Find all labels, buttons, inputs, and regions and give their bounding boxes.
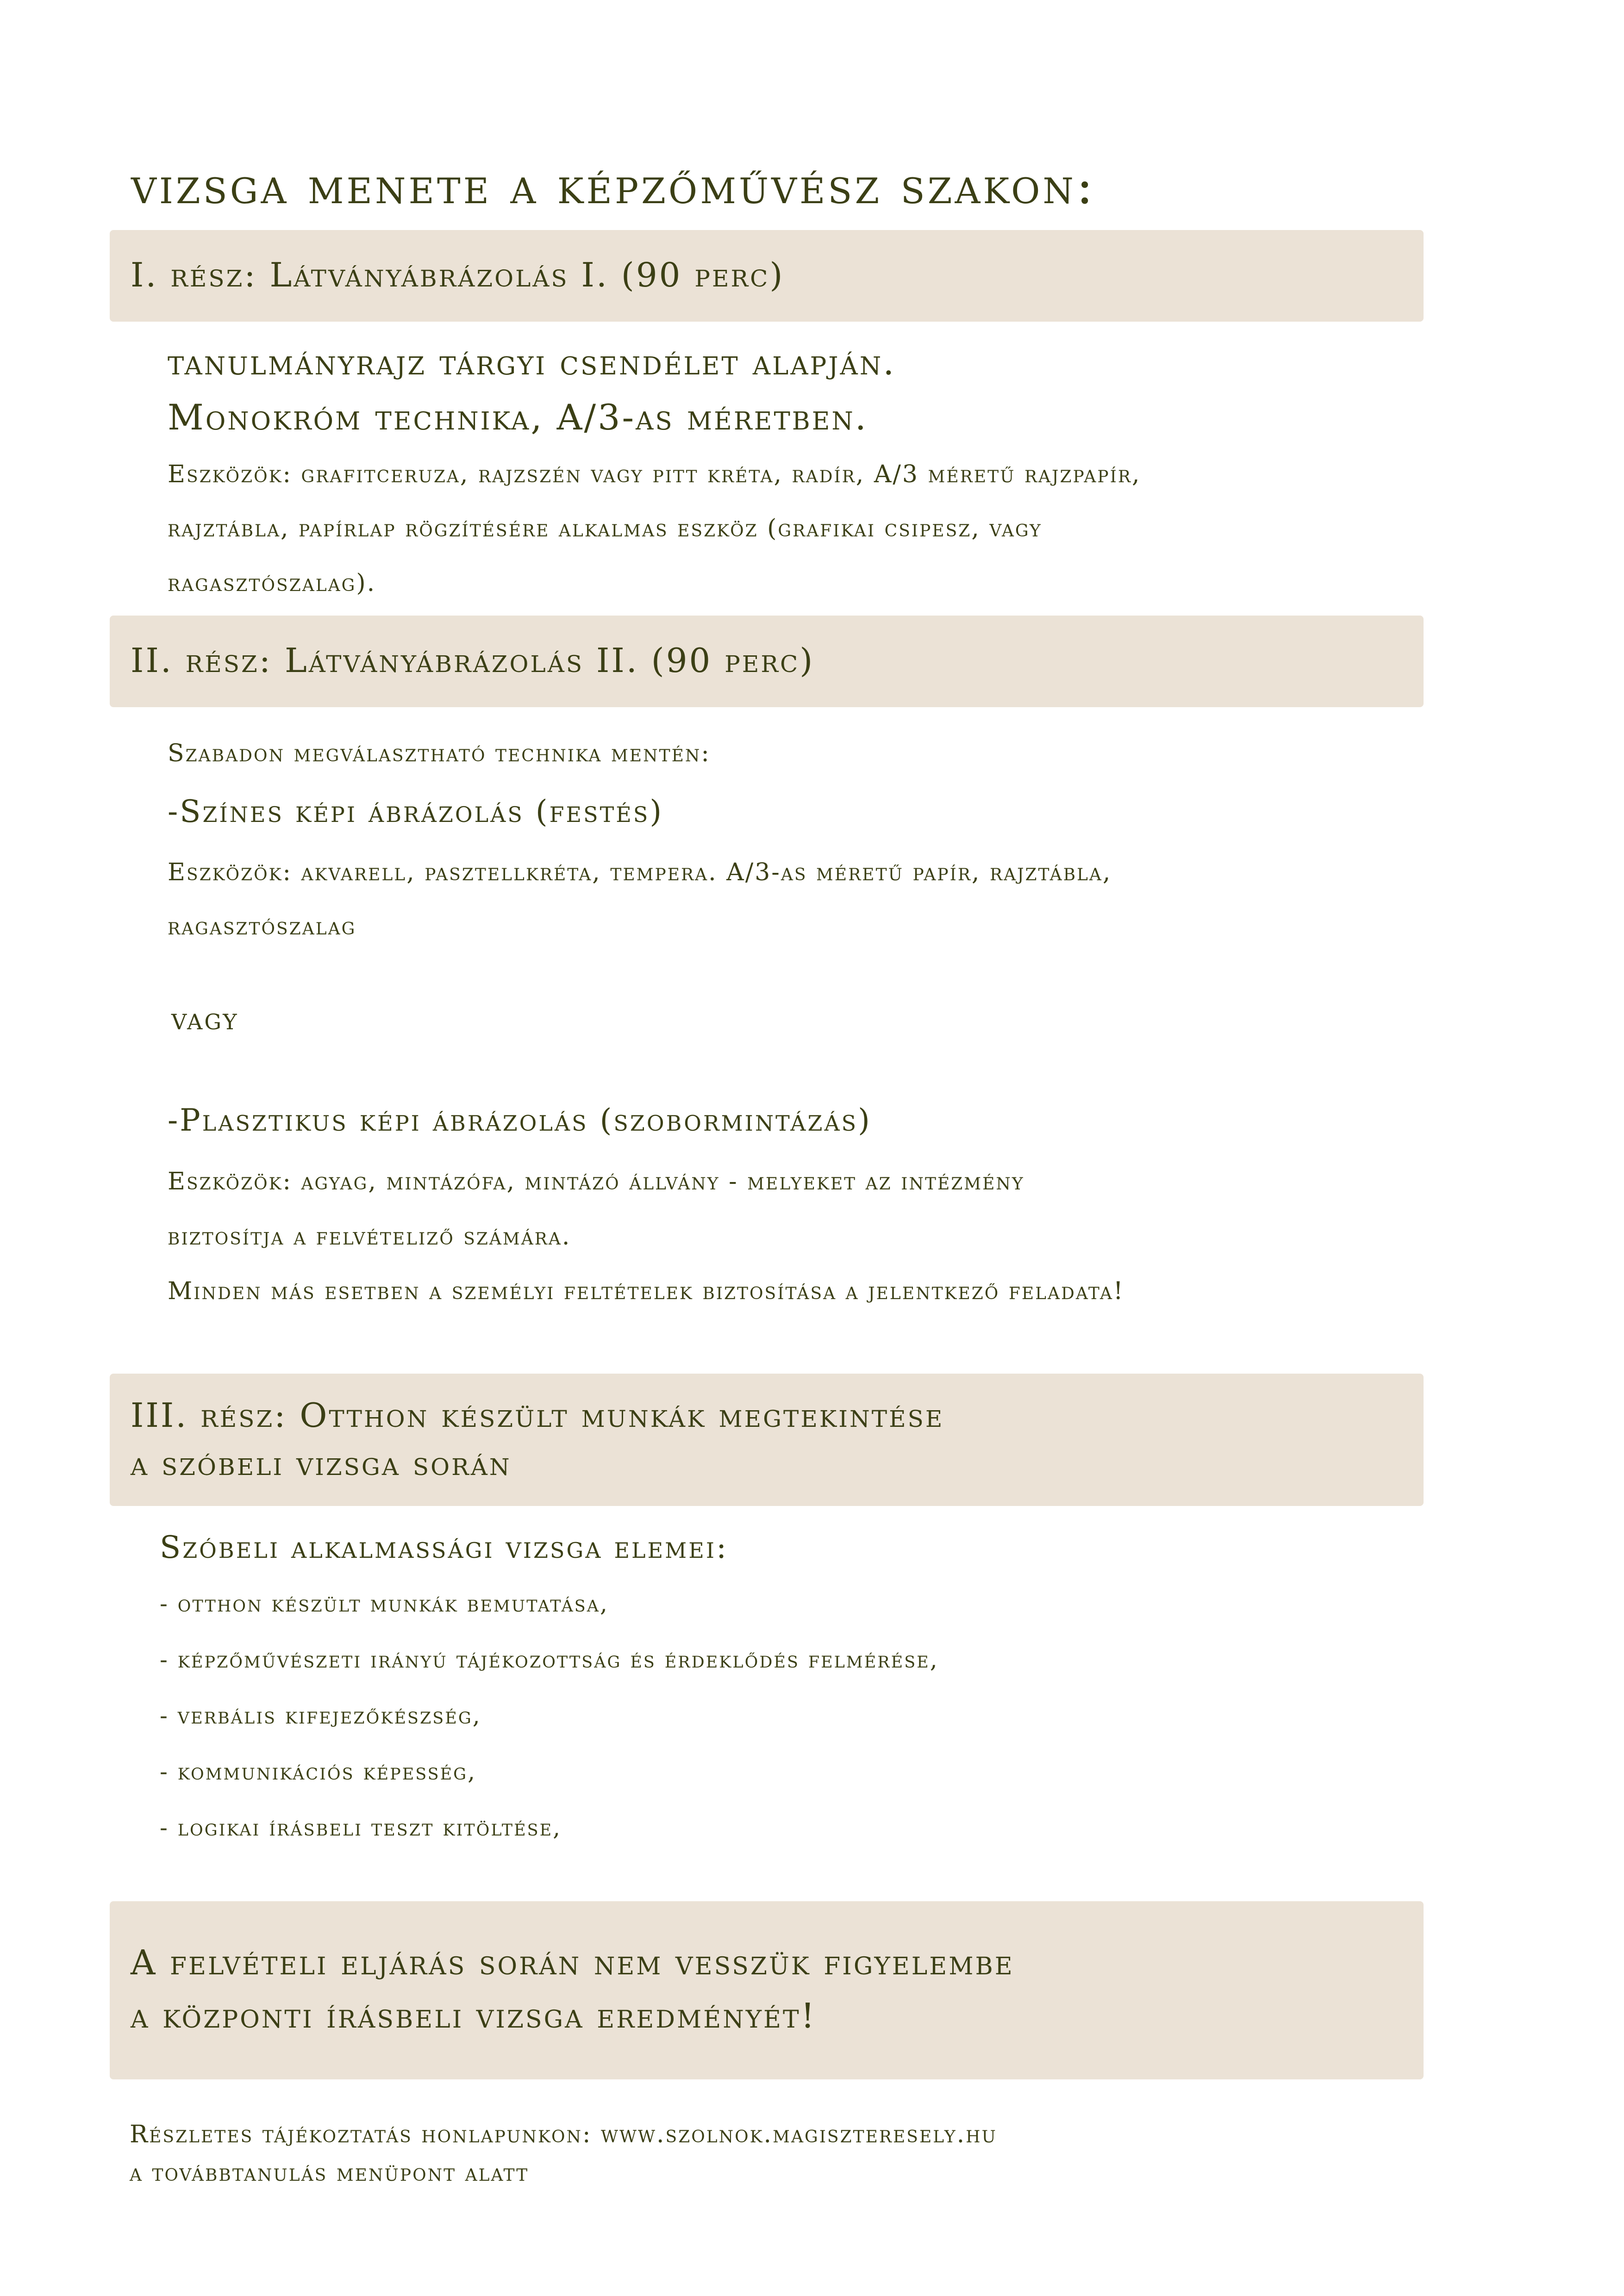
part1-line2: Monokróm technika, A/3-as méretben. bbox=[168, 397, 868, 438]
notice-line1: A felvételi eljárás során nem vesszük figyelembe bbox=[131, 1943, 1014, 1983]
notice-band bbox=[110, 1901, 1424, 2079]
part3-item-4: - kommunikációs képesség, bbox=[160, 1758, 477, 1785]
part2-heading: II. rész: Látványábrázolás II. (90 perc) bbox=[131, 641, 815, 680]
part3-heading-band bbox=[110, 1374, 1424, 1506]
part3-item-2: - képzőművészeti irányú tájékozottság és érdeklődés felmérése, bbox=[160, 1646, 939, 1673]
notice-line2: a központi írásbeli vizsga eredményét! bbox=[131, 1996, 817, 2036]
part2-option1-tools-line2: ragasztószalag bbox=[168, 913, 356, 940]
part3-item-5: - logikai írásbeli teszt kitöltése, bbox=[160, 1814, 562, 1841]
part1-line1: tanulmányrajz tárgyi csendélet alapján. bbox=[168, 342, 896, 383]
part2-option2-tools-line3: Minden más esetben a személyi feltételek biztosítása a jelentkező feladata! bbox=[168, 1277, 1124, 1305]
part3-heading-line2: a szóbeli vizsga során bbox=[131, 1444, 512, 1483]
part2-option2: -Plasztikus képi ábrázolás (szobormintázás) bbox=[168, 1102, 872, 1138]
part3-item-3: - verbális kifejezőkészség, bbox=[160, 1702, 481, 1729]
part1-heading: I. rész: Látványábrázolás I. (90 perc) bbox=[131, 255, 785, 294]
part2-heading-band bbox=[110, 616, 1424, 707]
footer-line2: a továbbtanulás menüpont alatt bbox=[130, 2159, 529, 2187]
part1-tools-line1: Eszközök: grafitceruza, rajzszén vagy pitt kréta, radír, A/3 méretű rajzpapír, bbox=[168, 460, 1141, 488]
part2-option2-tools-line2: biztosítja a felvételiző számára. bbox=[168, 1223, 571, 1251]
part2-or: vagy bbox=[171, 1001, 239, 1037]
part2-option1-tools-line1: Eszközök: akvarell, pasztellkréta, tempera. A/3-as méretű papír, rajztábla, bbox=[168, 859, 1112, 886]
part2-option1: -Színes képi ábrázolás (festés) bbox=[168, 794, 664, 829]
part2-intro: Szabadon megválasztható technika mentén: bbox=[168, 740, 711, 767]
footer-line1: Részletes tájékoztatás honlapunkon: www.szolnok.magiszteresely.hu bbox=[130, 2121, 997, 2148]
part1-heading-band bbox=[110, 230, 1424, 322]
part1-tools-line3: ragasztószalag). bbox=[168, 569, 376, 597]
page-title: vizsga menete a képzőművész szakon: bbox=[131, 157, 1096, 215]
part3-heading-line1: III. rész: Otthon készült munkák megtekintése bbox=[131, 1396, 944, 1435]
part1-tools-line2: rajztábla, papírlap rögzítésére alkalmas eszköz (grafikai csipesz, vagy bbox=[168, 515, 1042, 542]
part2-option2-tools-line1: Eszközök: agyag, mintázófa, mintázó állvány - melyeket az intézmény bbox=[168, 1168, 1024, 1195]
part3-subheading: Szóbeli alkalmassági vizsga elemei: bbox=[160, 1530, 729, 1565]
part3-item-1: - otthon készült munkák bemutatása, bbox=[160, 1590, 609, 1617]
